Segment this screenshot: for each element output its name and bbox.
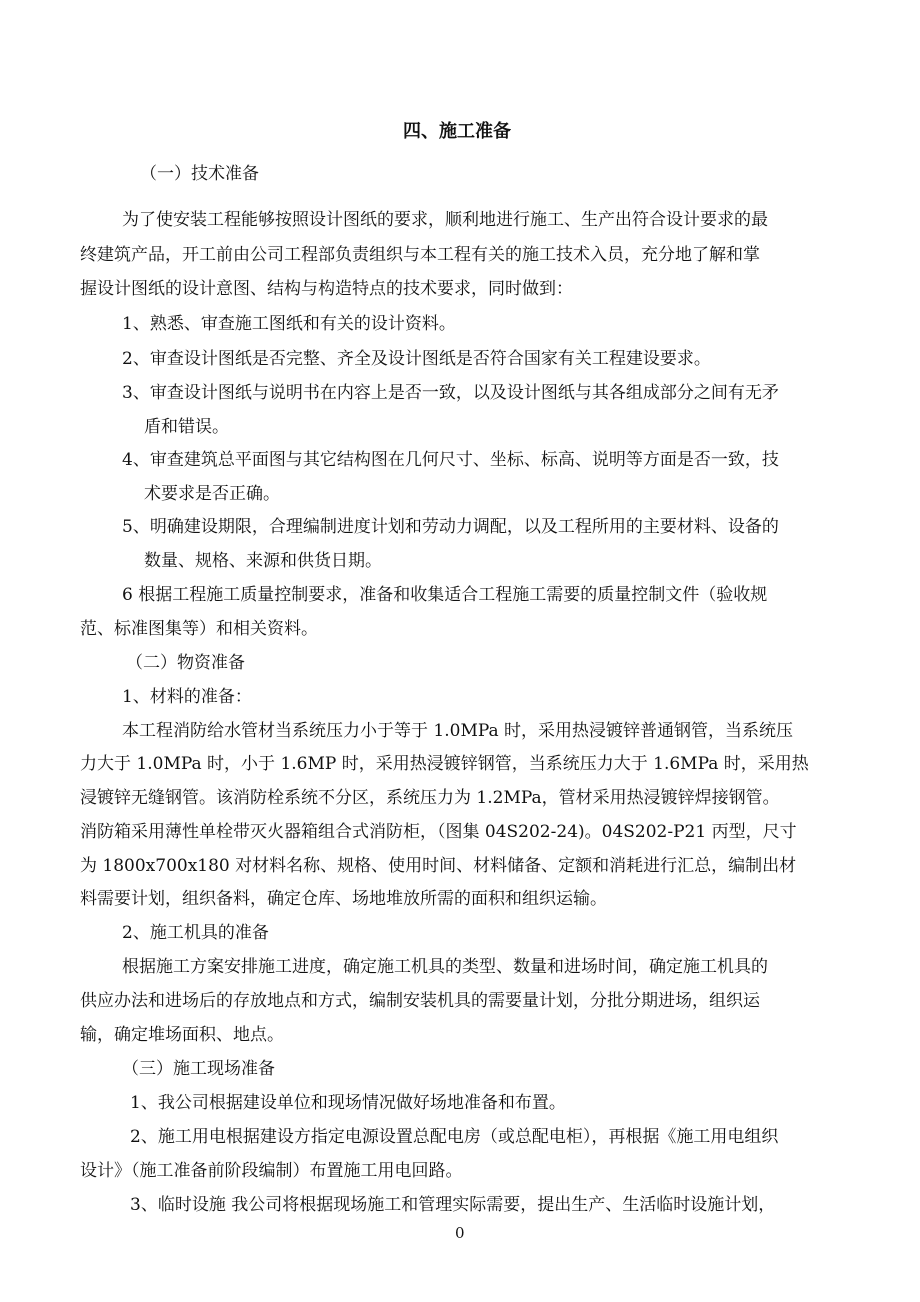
paragraph-line: 1、我公司根据建设单位和现场情况做好场地准备和布置。 [130,1093,566,1113]
subheading: 1、材料的准备： [122,687,252,707]
section-heading-materials: （二）物资准备 [126,653,245,673]
section-heading-technical: （一）技术准备 [140,164,259,184]
paragraph-line: 浸镀锌无缝钢管。该消防栓系统不分区，系统压力为 1.2MPa，管材采用热浸镀锌焊接钢管。 [80,788,780,808]
paragraph-line: 本工程消防给水管材当系统压力小于等于 1.0MPa 时，采用热浸镀锌普通钢管，当系统压 [122,721,794,741]
paragraph-line: 力大于 1.0MPa 时，小于 1.6MP 时，采用热浸镀锌钢管，当系统压力大于 1.6MPa 时，采用热 [80,754,809,774]
paragraph-line: 握设计图纸的设计意图、结构与构造特点的技术要求，同时做到： [80,279,573,299]
list-item-continuation: 术要求是否正确。 [144,484,280,504]
list-item: 3、审查设计图纸与说明书在内容上是否一致，以及设计图纸与其各组成部分之间有无矛 [122,383,779,403]
paragraph-line: 为 1800x700x180 对材料名称、规格、使用时间、材料储备、定额和消耗进行汇总，编制出材 [80,856,797,876]
paragraph-line: 消防箱采用薄性单栓带灭火器箱组合式消防柜，（图集 04S202-24)。04S202-P21 丙型，尺寸 [80,822,797,842]
paragraph-line: 2、施工用电根据建设方指定电源设置总配电房（或总配电柜），再根据《施工用电组织 [130,1127,779,1147]
list-item: 4、审查建筑总平面图与其它结构图在几何尺寸、坐标、标高、说明等方面是否一致，技 [122,450,779,470]
list-item-continuation: 范、标准图集等）和相关资料。 [80,619,318,639]
paragraph-line: 3、临时设施 我公司将根据现场施工和管理实际需要，提出生产、生活临时设施计划， [130,1195,776,1215]
section-heading-site: （三）施工现场准备 [122,1059,275,1079]
list-item: 6 根据工程施工质量控制要求，准备和收集适合工程施工需要的质量控制文件（验收规 [122,585,768,605]
list-item: 5、明确建设期限，合理编制进度计划和劳动力调配，以及工程所用的主要材料、设备的 [122,517,779,537]
paragraph-line: 为了使安装工程能够按照设计图纸的要求，顺利地进行施工、生产出符合设计要求的最 [122,210,768,230]
paragraph-line: 料需要计划，组织备料，确定仓库、场地堆放所需的面积和组织运输。 [80,889,607,909]
list-item-continuation: 数量、规格、来源和供货日期。 [144,551,382,571]
subheading: 2、施工机具的准备 [122,923,269,943]
paragraph-line: 终建筑产品，开工前由公司工程部负责组织与本工程有关的施工技术入员，充分地了解和掌 [80,245,760,265]
section-title: 四、施工准备 [403,121,511,142]
paragraph-line: 供应办法和进场后的存放地点和方式，编制安装机具的需要量计划，分批分期进场，组织运 [80,991,760,1011]
list-item: 2、审查设计图纸是否完整、齐全及设计图纸是否符合国家有关工程建设要求。 [122,349,711,369]
list-item-continuation: 盾和错误。 [144,417,229,437]
page-number: 0 [455,1224,465,1242]
paragraph-line: 设计》（施工准备前阶段编制）布置施工用电回路。 [80,1161,463,1181]
paragraph-line: 根据施工方案安排施工进度，确定施工机具的类型、数量和进场时间，确定施工机具的 [122,957,768,977]
list-item: 1、熟悉、审查施工图纸和有关的设计资料。 [122,314,456,334]
paragraph-line: 输，确定堆场面积、地点。 [80,1025,284,1045]
